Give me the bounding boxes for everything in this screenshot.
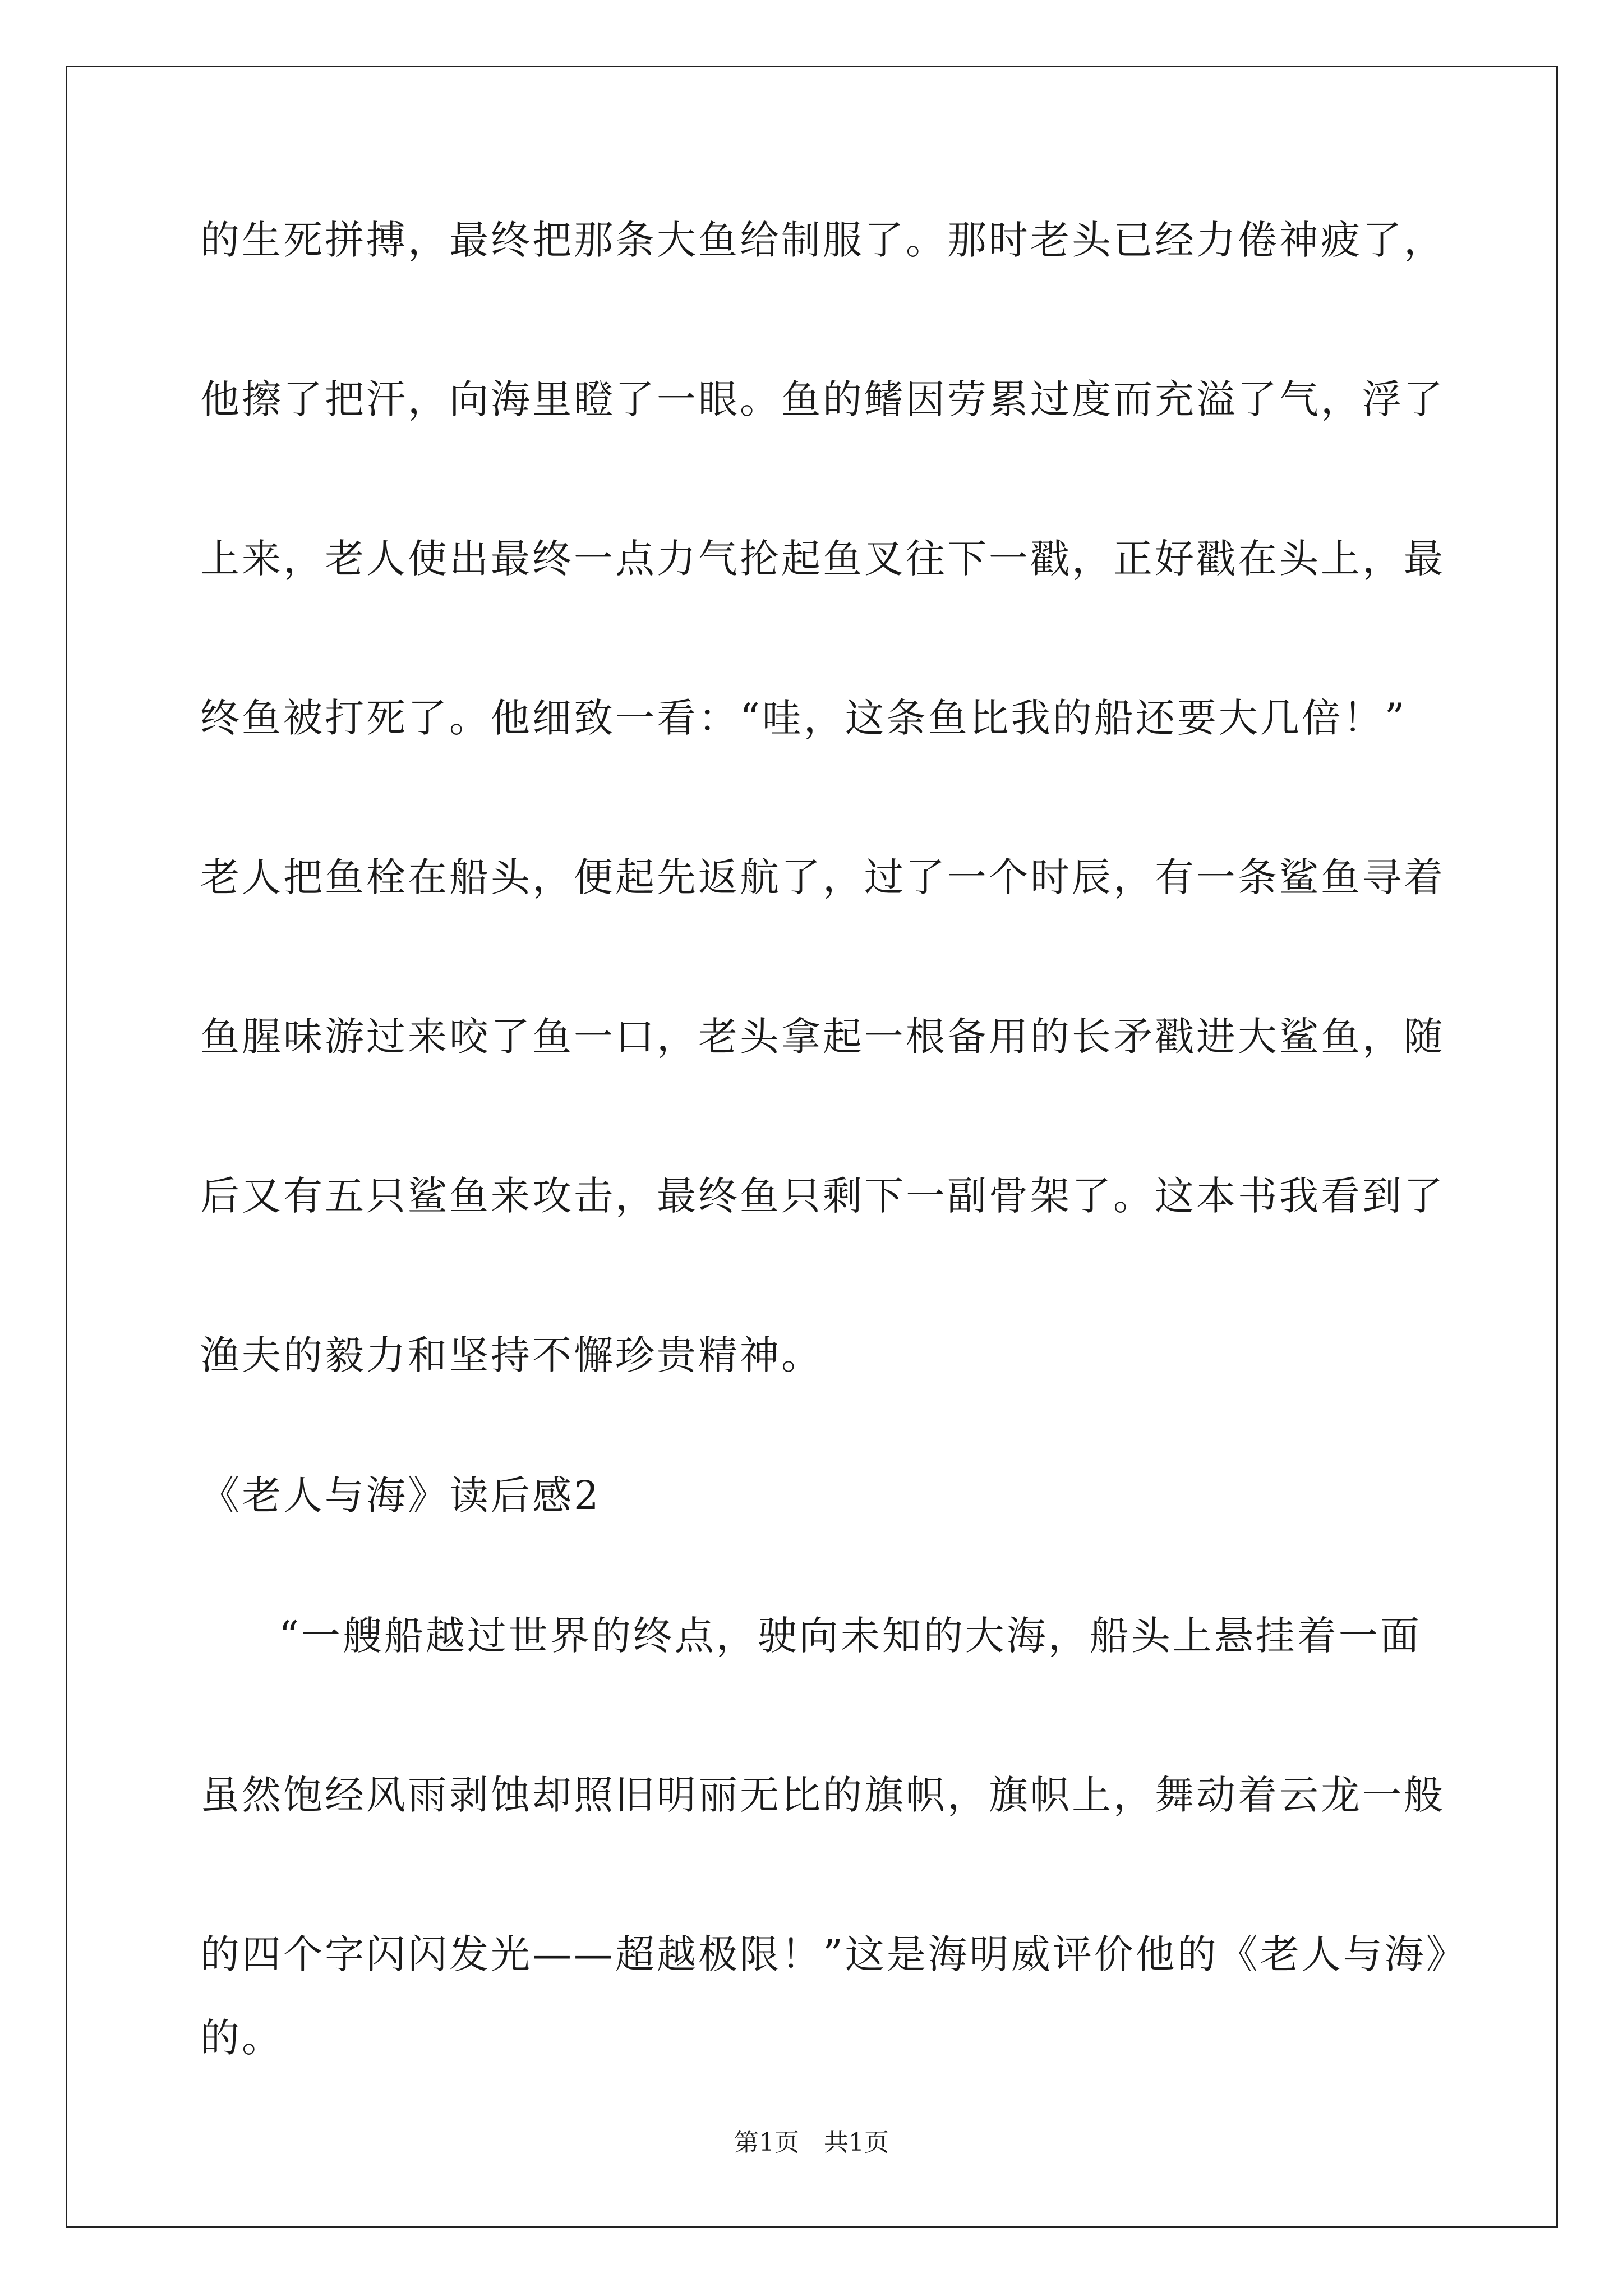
text-line: 虽然饱经风雨剥蚀却照旧明丽无比的旗帜，旗帜上，舞动着云龙一般 — [200, 1772, 1445, 1818]
text-line: 终鱼被打死了。他细致一看：“哇，这条鱼比我的船还要大几倍！” — [200, 695, 1407, 741]
text-line: 的。 — [200, 2015, 283, 2061]
text-line: 上来，老人使出最终一点力气抡起鱼叉往下一戳，正好戳在头上，最 — [200, 536, 1445, 582]
text-line: 渔夫的毅力和坚持不懈珍贵精神。 — [200, 1332, 823, 1378]
text-line: “一艘船越过世界的终点，驶向未知的大海，船头上悬挂着一面 — [279, 1613, 1422, 1659]
text-line: 的四个字闪闪发光——超越极限！”这是海明威评价他的《老人与海》 — [200, 1931, 1468, 1977]
text-line: 的生死拼搏，最终把那条大鱼给制服了。那时老头已经力倦神疲了， — [200, 217, 1445, 263]
text-line: 他擦了把汗，向海里瞪了一眼。鱼的鳍因劳累过度而充溢了气，浮了 — [200, 376, 1445, 422]
text-line: 鱼腥味游过来咬了鱼一口，老头拿起一根备用的长矛戳进大鲨鱼，随 — [200, 1014, 1445, 1060]
section-heading: 《老人与海》读后感2 — [200, 1473, 601, 1519]
text-line: 老人把鱼栓在船头，便起先返航了，过了一个时辰，有一条鲨鱼寻着 — [200, 854, 1445, 900]
text-line: 后又有五只鲨鱼来攻击，最终鱼只剩下一副骨架了。这本书我看到了 — [200, 1173, 1445, 1219]
page-footer: 第1页 共1页 — [734, 2128, 889, 2157]
